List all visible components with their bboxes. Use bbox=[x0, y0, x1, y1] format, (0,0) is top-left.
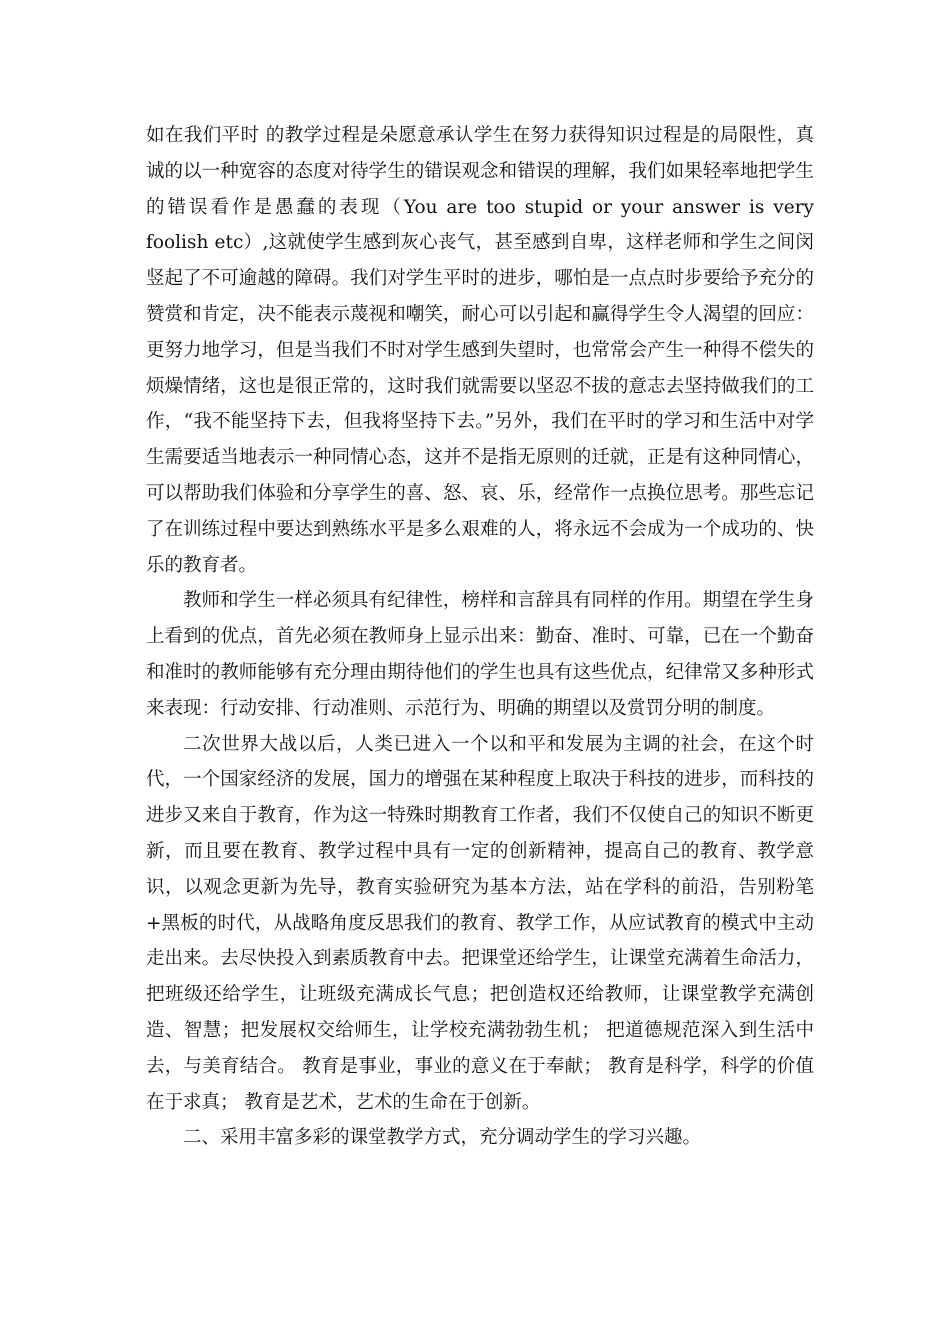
document-body bbox=[146, 118, 814, 1156]
section-heading: 二、采用丰富多彩的课堂教学方式，充分调动学生的学习兴趣。 bbox=[183, 1127, 702, 1149]
paragraph-3: 二次世界大战以后，人类已进入一个以和平和发展为主调的社会，在这个时代，一个国家经济的发展，国力的增强在某种程度上取决于科技的进步，而科技的进步又来自于教育，作为这一特殊时期教育工作者，我们不仅使自己的知识不断更新，而且要在教育、教学过程中具有一定的创新精神，提高自己的教育、教学意识，以观念更新为先导，教育实验研究为基本方法，站在学科的前沿，告别粉笔+黑板的时代，从战略角度反思我们的教育、教学工作，从应试教育的模式中主动走出来。去尽快投入到素质教育中去。把课堂还给学生，让课堂充满着生命活力，把班级还给学生，让班级充满成长气息；把创造权还给教师，让课堂教学充满创造、智慧；把发展权交给师生，让学校充满勃勃生机； 把道德规范深入到生活中去，与美育结合。 教育是事业，事业的意义在于奉献； 教育是科学，科学的价值在于求真； 教育是艺术，艺术的生命在于创新。 bbox=[146, 733, 814, 1113]
paragraph-2: 教师和学生一样必须具有纪律性，榜样和言辞具有同样的作用。期望在学生身上看到的优点，首先必须在教师身上显示出来：勤奋、准时、可靠，已在一个勤奋和准时的教师能够有充分理由期待他们的学生也具有这些优点，纪律常又多种形式来表现：行动安排、行动准则、示范行为、明确的期望以及赏罚分明的制度。 bbox=[146, 590, 814, 719]
paragraph-1: 如在我们平时 的教学过程是朵愿意承认学生在努力获得知识过程是的局限性，真诚的以一种宽容的态度对待学生的错误观念和错误的理解，我们如果轻率地把学生的错误看作是愚蠢的表现（You are too stupid or your answer is very foolish etc）,这就使学生感到灰心丧气，甚至感到自卑，这样老师和学生之间闵竖起了不可逾越的障碍。我们对学生平时的进步，哪怕是一点点时步要给予充分的赞赏和肯定，决不能表示蔑视和嘲笑，耐心可以引起和赢得学生令人渴望的回应：更努力地学习，但是当我们不时对学生感到失望时，也常常会产生一种得不偿失的烦燥情绪，这也是很正常的，这时我们就需要以坚忍不拔的意志去坚持做我们的工作，“我不能坚持下去，但我将坚持下去。”另外，我们在平时的学习和生活中对学生需要适当地表示一种同情心态，这并不是指无原则的迁就，正是有这种同情心，可以帮助我们体验和分享学生的喜、怒、哀、乐，经常作一点换位思考。那些忘记了在训练过程中要达到熟练水平是多么艰难的人，将永远不会成为一个成功的、快乐的教育者。 bbox=[146, 125, 814, 576]
